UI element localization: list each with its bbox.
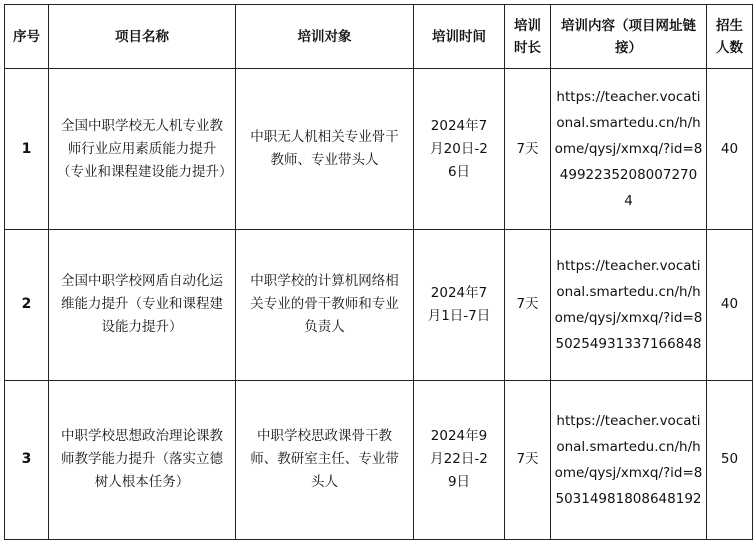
row-enroll: 50 [707, 380, 753, 539]
row-project-link[interactable]: https://teacher.vocational.smartedu.cn/h/home/qysj/xmxq/?id=850254931337166848 [551, 230, 707, 381]
row-time: 2024年7月20日-26日 [414, 69, 505, 230]
header-duration: 培训时长 [505, 5, 551, 69]
header-row [5, 5, 753, 69]
table-row [5, 230, 753, 381]
header-project-name: 项目名称 [49, 5, 236, 69]
table-row [5, 69, 753, 230]
row-seq: 2 [5, 230, 49, 381]
row-time: 2024年9月22日-29日 [414, 380, 505, 539]
row-seq: 1 [5, 69, 49, 230]
row-enroll: 40 [707, 230, 753, 381]
table-row [5, 380, 753, 539]
row-duration: 7天 [505, 69, 551, 230]
row-enroll: 40 [707, 69, 753, 230]
row-audience: 中职学校的计算机网络相关专业的骨干教师和专业负责人 [236, 230, 414, 381]
row-audience: 中职无人机相关专业骨干教师、专业带头人 [236, 69, 414, 230]
row-project-name: 全国中职学校网盾自动化运维能力提升（专业和课程建设能力提升） [49, 230, 236, 381]
row-project-name: 全国中职学校无人机专业教师行业应用素质能力提升（专业和课程建设能力提升） [49, 69, 236, 230]
header-time: 培训时间 [414, 5, 505, 69]
row-time: 2024年7月1日-7日 [414, 230, 505, 381]
header-audience: 培训对象 [236, 5, 414, 69]
row-project-link[interactable]: https://teacher.vocational.smartedu.cn/h/home/qysj/xmxq/?id=850314981808648192 [551, 380, 707, 539]
row-duration: 7天 [505, 230, 551, 381]
row-seq: 3 [5, 380, 49, 539]
header-seq: 序号 [5, 5, 49, 69]
row-duration: 7天 [505, 380, 551, 539]
row-project-link[interactable]: https://teacher.vocational.smartedu.cn/h/home/qysj/xmxq/?id=84992235208007270 4 [551, 69, 707, 230]
header-content: 培训内容（项目网址链接） [551, 5, 707, 69]
row-project-name: 中职学校思想政治理论课教师教学能力提升（落实立德树人根本任务） [49, 380, 236, 539]
header-enroll: 招生人数 [707, 5, 753, 69]
row-audience: 中职学校思政课骨干教师、教研室主任、专业带头人 [236, 380, 414, 539]
training-projects-table [4, 4, 753, 540]
